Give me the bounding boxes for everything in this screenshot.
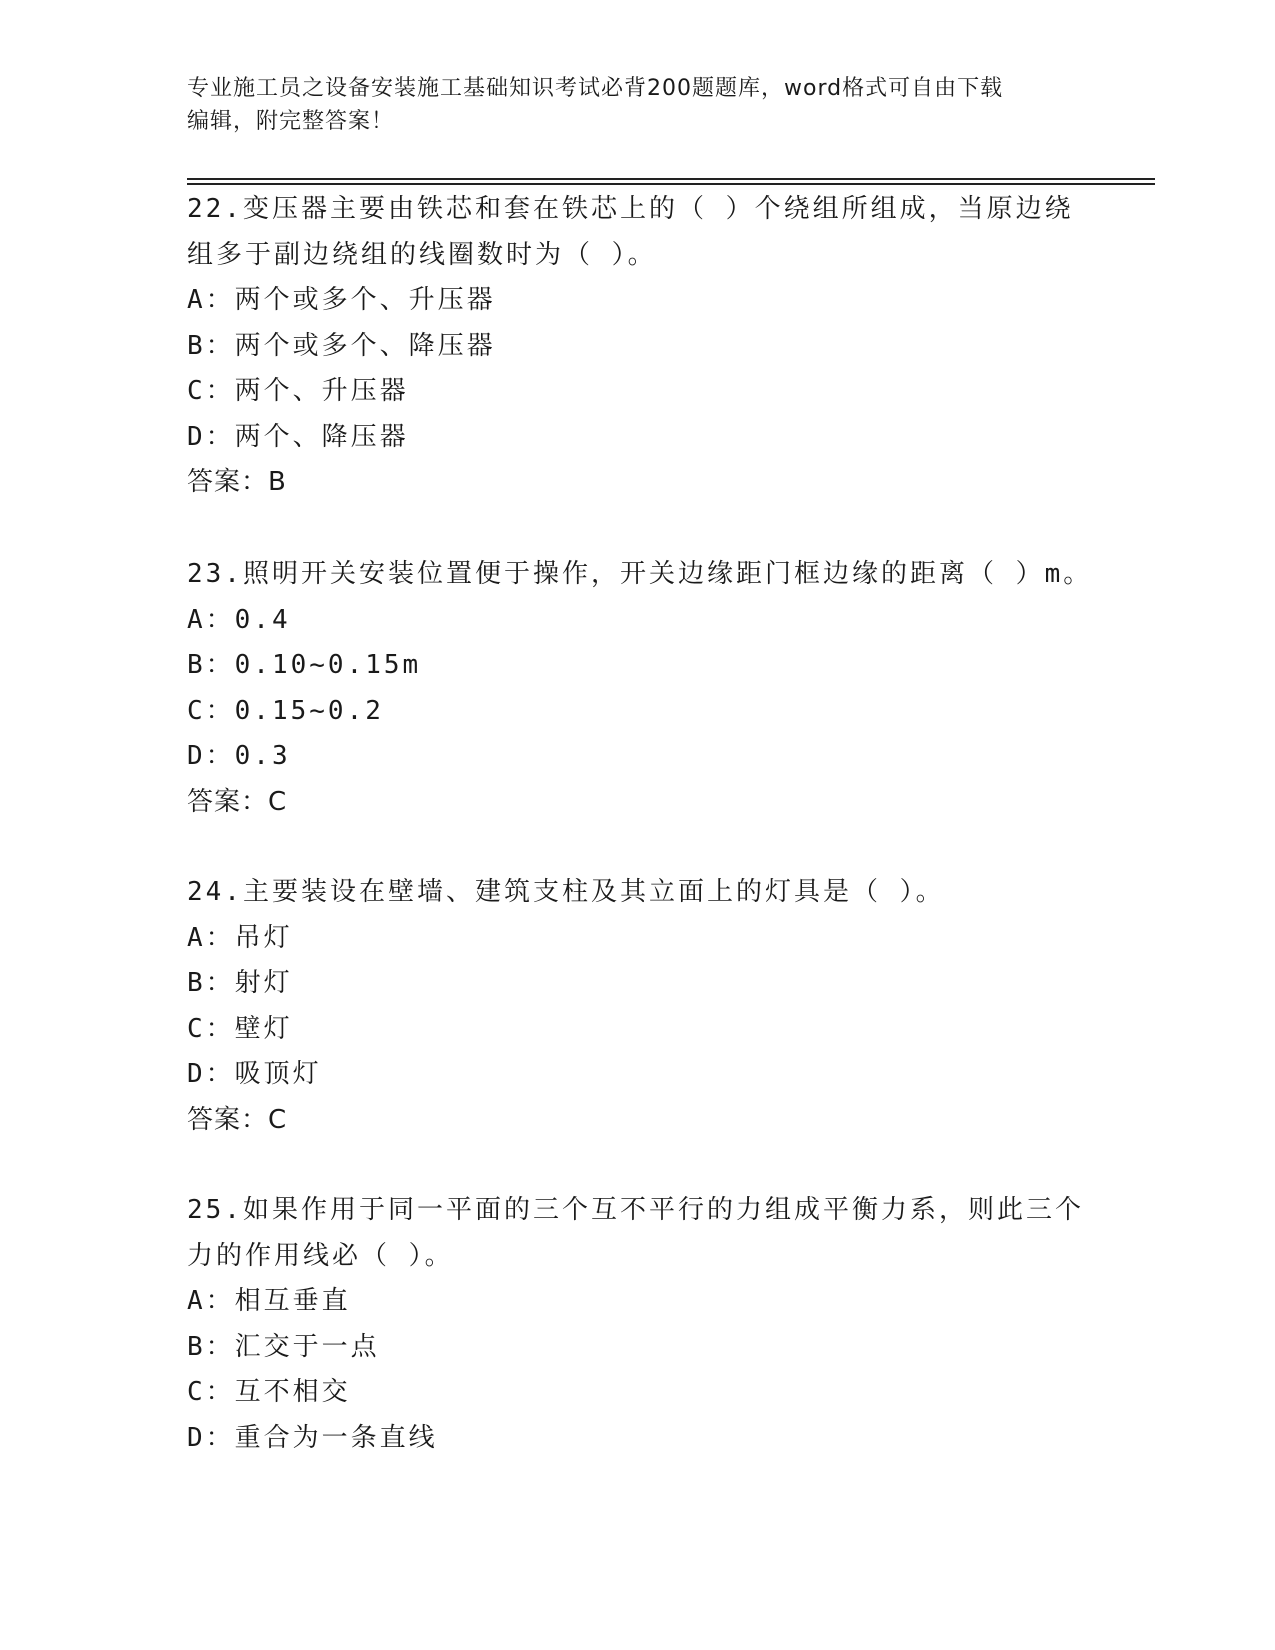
option-c: C：壁灯 [187,1013,293,1044]
answer: 答案：B [187,467,287,497]
option-d: D：0.3 [187,741,291,771]
option-c: C：0.15~0.2 [187,695,384,726]
answer: 答案：C [187,1104,288,1135]
question-stem: 力的作用线必（ ）。 [187,1240,454,1271]
document-header [187,72,1087,138]
header-line-2: 编辑，附完整答案！ [187,109,395,134]
question-stem: 25.如果作用于同一平面的三个互不平行的力组成平衡力系，则此三个 [187,1195,1084,1225]
option-a: A：相互垂直 [187,1286,351,1316]
question-25 [187,1188,1087,1461]
option-c: C：互不相交 [187,1377,351,1407]
option-a: A：吊灯 [187,922,293,953]
header-line-1: 专业施工员之设备安装施工基础知识考试必背200题题库，word格式可自由下载 [187,76,1004,101]
option-d: D：两个、降压器 [187,421,409,452]
question-stem: 22.变压器主要由铁芯和套在铁芯上的（ ）个绕组所组成，当原边绕 [187,194,1074,224]
option-b: B：射灯 [187,968,293,998]
option-a: A：两个或多个、升压器 [187,285,496,315]
question-stem: 24.主要装设在壁墙、建筑支柱及其立面上的灯具是（ ）。 [187,877,945,907]
question-24 [187,870,1087,1143]
question-22 [187,187,1087,506]
option-d: D：吸顶灯 [187,1059,322,1089]
option-d: D：重合为一条直线 [187,1422,438,1453]
question-stem: 组多于副边绕组的线圈数时为（ ）。 [187,239,657,270]
answer: 答案：C [187,786,288,817]
header-divider-bottom [187,183,1155,185]
option-b: B：两个或多个、降压器 [187,330,496,361]
question-stem: 23.照明开关安装位置便于操作，开关边缘距门框边缘的距离（ ）m。 [187,559,1093,589]
header-divider-top [187,178,1155,180]
option-a: A：0.4 [187,604,291,635]
option-c: C：两个、升压器 [187,376,409,406]
option-b: B：汇交于一点 [187,1331,380,1362]
option-b: B：0.10~0.15m [187,650,422,680]
question-23 [187,552,1093,825]
